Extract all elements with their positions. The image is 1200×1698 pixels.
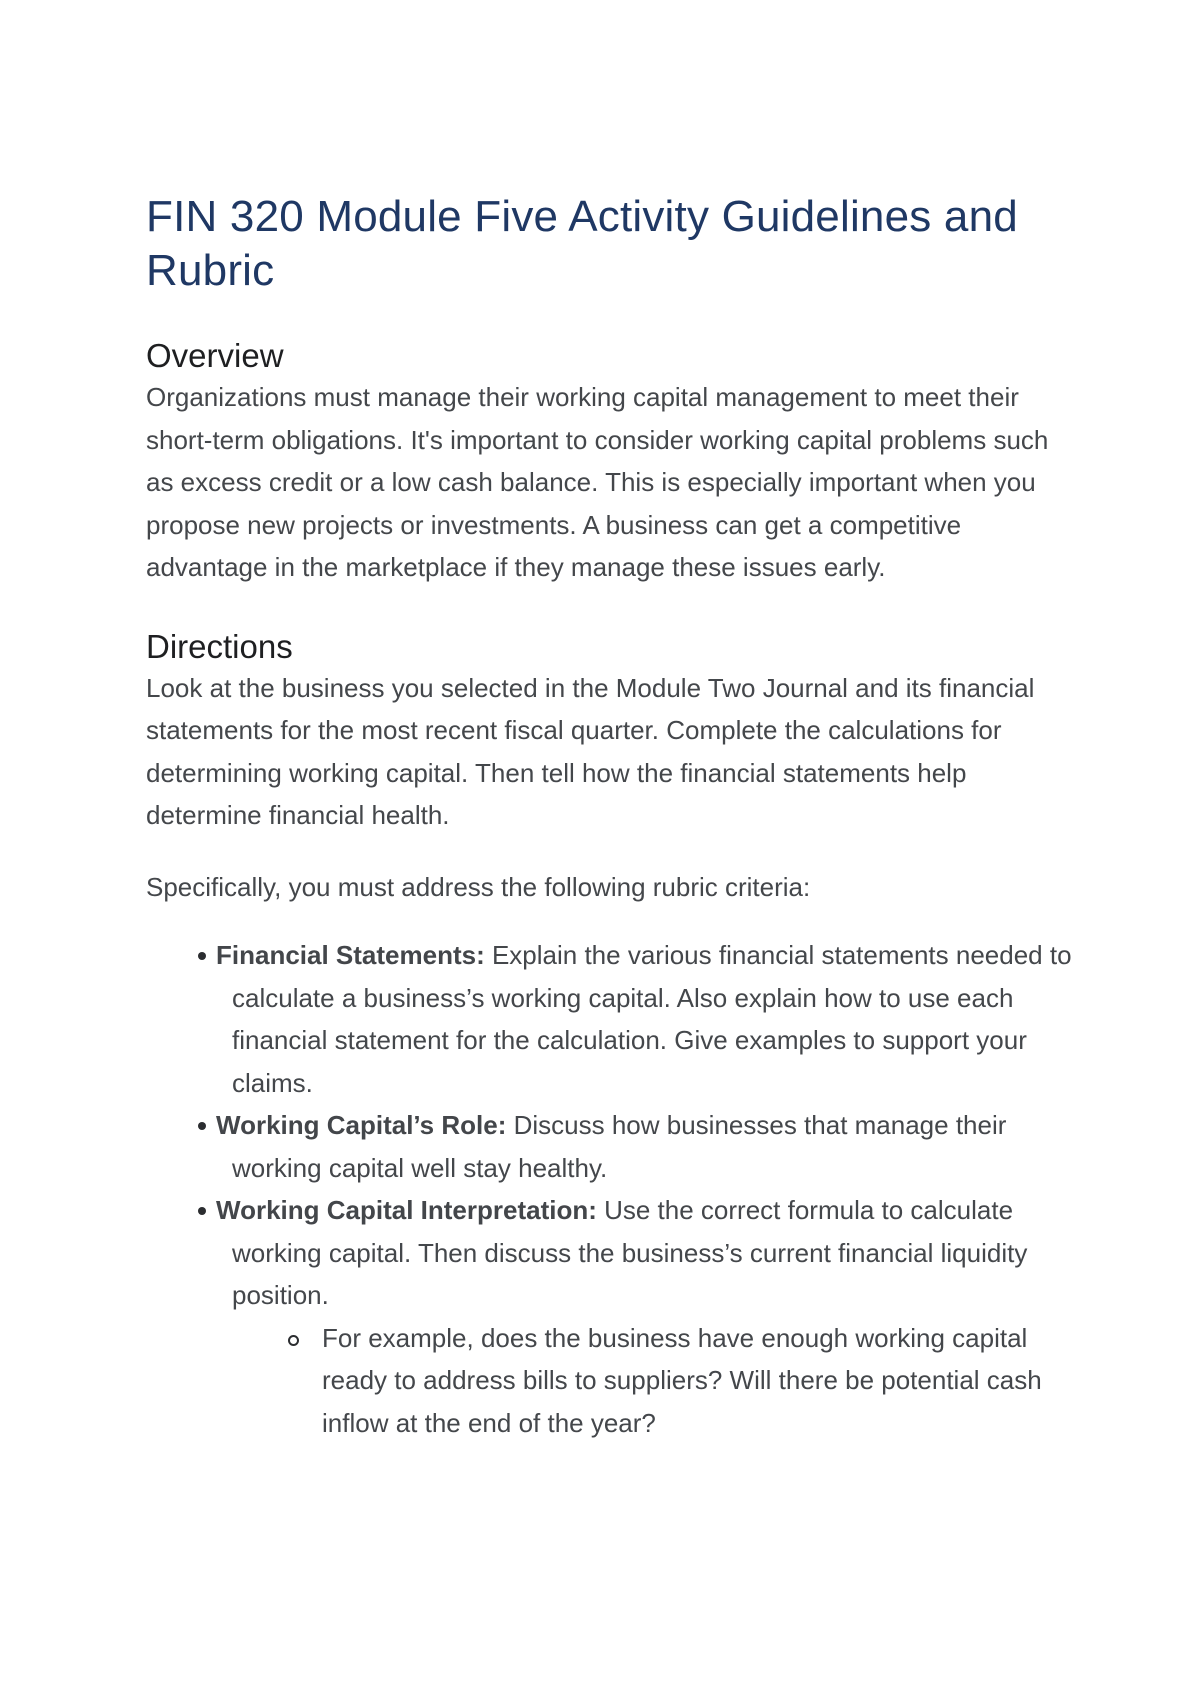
bullet-icon bbox=[198, 1207, 206, 1215]
overview-heading: Overview bbox=[146, 337, 284, 374]
hollow-bullet-icon bbox=[288, 1335, 299, 1346]
criterion-text: Discuss how businesses that manage their working capital well stay healthy. bbox=[232, 1110, 1007, 1183]
directions-heading: Directions bbox=[146, 627, 293, 665]
document-title: FIN 320 Module Five Activity Guidelines and Rubric bbox=[146, 192, 1018, 295]
criterion-sub-list bbox=[232, 1317, 1076, 1445]
directions-paragraph: Look at the business you selected in the Module Two Journal and its financial statements for the most recent fiscal quarter. Complete the calculations for determining working capital. Then tell how the financial statements help determine financial health. bbox=[146, 672, 1035, 830]
overview-paragraph: Organizations must manage their working capital management to meet their short-term obligations. It's important to consider working capital problems such as excess credit or a low cash balance. This is especially important when you propose new projects or investments. A business can get a competitive advantage in the marketplace if they manage these issues early. bbox=[146, 382, 1049, 582]
criterion-working-capital-role bbox=[146, 1104, 1076, 1189]
bullet-icon bbox=[198, 952, 206, 960]
sub-item-text: For example, does the business have enough working capital ready to address bills to suppliers? Will there be potential cash inflow at the end of the year? bbox=[322, 1322, 1042, 1438]
bullet-icon bbox=[198, 1122, 206, 1130]
criterion-label: Working Capital’s Role: bbox=[216, 1110, 507, 1140]
sub-list-item bbox=[146, 1317, 1076, 1445]
criterion-text: Explain the various financial statements needed to calculate a business’s working capital. Also explain how to use each financial statement for the calculation. Give examples to support your claims. bbox=[232, 940, 1072, 1098]
criterion-label: Working Capital Interpretation: bbox=[216, 1195, 597, 1225]
criterion-text: Use the correct formula to calculate working capital. Then discuss the business’s current financial liquidity position. bbox=[232, 1195, 1028, 1310]
criteria-intro: Specifically, you must address the following rubric criteria: bbox=[146, 871, 811, 902]
rubric-criteria-list bbox=[146, 934, 1076, 1444]
criterion-working-capital-interpretation bbox=[146, 1189, 1076, 1444]
document-page bbox=[146, 190, 1076, 1444]
criterion-label: Financial Statements: bbox=[216, 940, 485, 970]
criterion-financial-statements bbox=[146, 934, 1076, 1104]
